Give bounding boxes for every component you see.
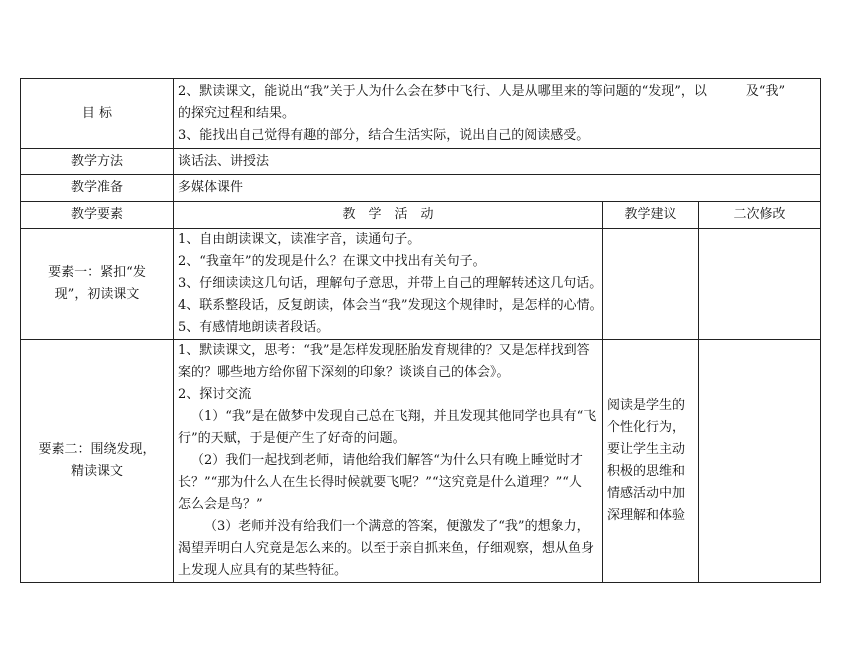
element2-label-line-1: 要素二：围绕发现， — [38, 442, 156, 457]
element2-label-line-2: 精读课文 — [70, 464, 123, 479]
element2-label — [21, 340, 174, 583]
element1-item: 4、联系整段话，反复朗读，体会当“我”发现这个规律时，是怎样的心情。 — [178, 298, 603, 313]
element2-p5-line-1: （3）老师并没有给我们一个满意的答案，便激发了“我”的想象力， — [204, 519, 590, 534]
element1-activities — [174, 229, 603, 340]
element1-label-line-1: 要素一：紧扣“发 — [48, 265, 146, 280]
element1-item: 1、自由朗读课文，读准字音，读通句子。 — [178, 232, 421, 247]
header-row — [21, 202, 821, 229]
element2-activities — [174, 340, 603, 583]
goal-line-3: 3、能找出自己觉得有趣的部分，结合生活实际，说出自己的阅读感受。 — [178, 127, 590, 143]
element1-revision — [699, 229, 821, 340]
element1-row — [21, 229, 821, 340]
element2-p2: 2、探讨交流 — [178, 387, 252, 402]
element1-item: 2、“我童年”的发现是什么？在课文中找出有关句子。 — [178, 254, 486, 269]
prep-value: 多媒体课件 — [174, 175, 821, 202]
method-label: 教学方法 — [21, 149, 174, 175]
prep-label: 教学准备 — [21, 175, 174, 202]
element2-p5-line-3: 上发现人应具有的某些特征。 — [178, 563, 348, 578]
goal-content — [174, 79, 821, 149]
element2-advice-line: 要让学生主动 — [607, 442, 686, 457]
header-elements: 教学要素 — [21, 202, 174, 229]
element2-advice-line: 深理解和体验 — [607, 508, 686, 523]
header-revision: 二次修改 — [699, 202, 821, 229]
element1-item: 5、有感情地朗读者段话。 — [178, 320, 330, 335]
goal-label: 目 标 — [21, 79, 174, 149]
element2-advice-line: 情感活动中加 — [607, 486, 686, 501]
header-advice: 教学建议 — [603, 202, 699, 229]
goal-row — [21, 79, 821, 149]
element2-p1-line-1: 1、默读课文，思考：“我”是怎样发现胚胎发育规律的？又是怎样找到答 — [178, 343, 590, 358]
element1-advice — [603, 229, 699, 340]
element2-advice-line: 积极的思维和 — [607, 464, 686, 479]
goal-line-1: 2、默读课文，能说出“我”关于人为什么会在梦中飞行、人是从哪里来的等问题的“发现”，以 及“我” — [178, 83, 786, 99]
element2-p4-line-3: 怎么会是鸟？” — [178, 497, 263, 512]
element2-p4-line-1: （2）我们一起找到老师，请他给我们解答“为什么只有晚上睡觉时才 — [191, 453, 583, 468]
element2-p3-line-2: 行”的天赋，于是便产生了好奇的问题。 — [178, 431, 406, 446]
element2-advice-line: 个性化行为， — [607, 420, 686, 435]
element2-revision — [699, 340, 821, 583]
method-value: 谈话法、讲授法 — [174, 149, 821, 175]
element1-label — [21, 229, 174, 340]
goal-line-2: 的探究过程和结果。 — [178, 105, 296, 121]
method-row — [21, 149, 821, 175]
header-activities: 教 学 活 动 — [174, 202, 603, 229]
element2-advice-line: 阅读是学生的 — [607, 398, 686, 413]
prep-row — [21, 175, 821, 202]
element2-p1-line-2: 案的？哪些地方给你留下深刻的印象？谈谈自己的体会》。 — [178, 365, 510, 380]
element2-row — [21, 340, 821, 583]
element2-p5-line-2: 渴望弄明白人究竟是怎么来的。以至于亲自抓来鱼，仔细观察，想从鱼身 — [178, 541, 595, 556]
element1-item: 3、仔细读读这几句话，理解句子意思，并带上自己的理解转述这几句话。 — [178, 276, 603, 291]
element2-advice — [603, 340, 699, 583]
element1-label-line-2: 现”，初读课文 — [54, 287, 140, 302]
element2-p4-line-2: 长？”“那为什么人在生长得时候就要飞呢？”“这究竟是什么道理？”“人 — [178, 475, 582, 490]
element2-p3-line-1: （1）“我”是在做梦中发现自己总在飞翔，并且发现其他同学也具有“飞 — [191, 409, 597, 424]
lesson-plan-table — [20, 78, 821, 583]
